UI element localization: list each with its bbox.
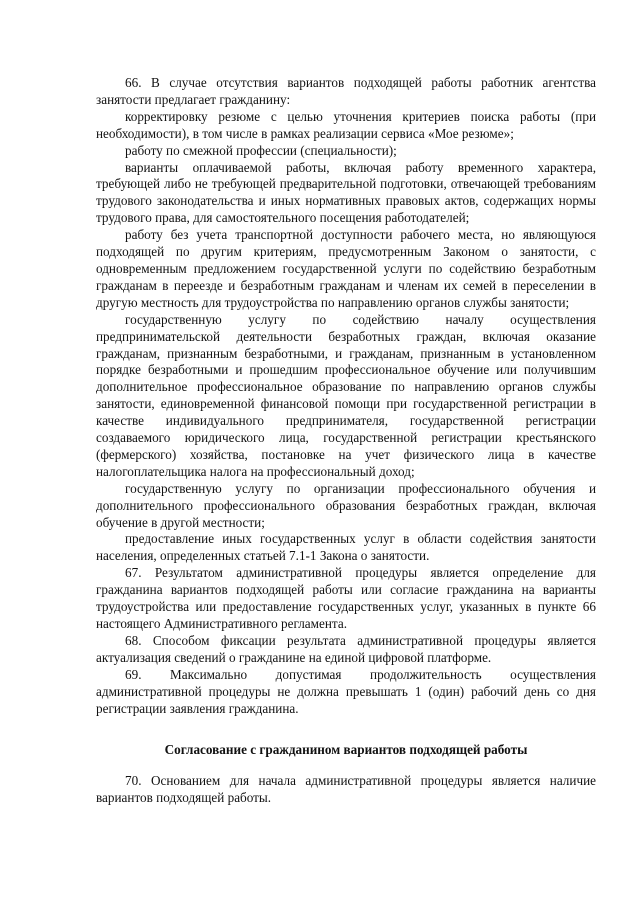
list-item-related-profession: работу по смежной профессии (специальности); [125,142,397,158]
list-item-other-services: предоставление иных государственных услуг в области содействия занятости населения, определенных статьей 7.1-1 Закона о занятости. [96,531,596,564]
list-item-resume-correction: корректировку резюме с целью уточнения критериев поиска работы (при необходимости), в том числе в рамках реализации сервиса «Мое резюме»; [96,108,596,141]
list-item-vocational-training: государственную услугу по организации профессионального обучения и дополнительного профессионального образования безработных граждан, включая обучение в другой местности; [96,480,596,530]
paragraph-70: 70. Основанием для начала административной процедуры является наличие вариантов подходящей работы. [96,773,596,806]
list-item-entrepreneurship-service: государственную услугу по содействию началу осуществления предпринимательской деятельности безработных граждан, включая оказание гражданам, признанным безработными, и гражданам, признанным в установленном порядке безработными и прошедшим профессиональное обучение или получившим дополнительное профессиональное образование по направлению органов службы занятости, единовременной финансовой помощи при государственной регистрации в качестве индивидуального предпринимателя, государственной регистрации создаваемого юридического лица, государственной регистрации крестьянского (фермерского) хозяйства, постановке на учет физического лица в качестве налогоплательщика налога на профессиональный доход; [96,311,596,479]
paragraph-68: 68. Способом фиксации результата административной процедуры является актуализация сведений о гражданине на единой цифровой платформе. [96,632,596,665]
paragraph-67: 67. Результатом административной процедуры является определение для гражданина вариантов подходящей работы или согласие гражданина на варианты трудоустройства или предоставление государственных услуг, указанных в пункте 66 настоящего Административного регламента. [96,565,596,631]
document-page [96,75,596,807]
section-heading: Согласование с гражданином вариантов подходящей работы [164,742,528,758]
list-item-paid-work-options: варианты оплачиваемой работы, включая работу временного характера, требующей либо не требующей предварительной подготовки, отвечающей требованиям трудового законодательства и иных нормативных правовых актов, содержащих нормы трудового права, для самостоятельного посещения работодателей; [96,159,596,226]
paragraph-66: 66. В случае отсутствия вариантов подходящей работы работник агентства занятости предлагает гражданину: [96,75,596,107]
paragraph-69: 69. Максимально допустимая продолжительность осуществления административной процедуры не должна превышать 1 (один) рабочий день со дня регистрации заявления гражданина. [96,666,596,716]
list-item-work-without-transport: работу без учета транспортной доступности рабочего места, но являющуюся подходящей по другим критериям, предусмотренным Законом о занятости, с одновременным предложением государственной услуги по содействию безработным гражданам в переезде и безработным гражданам и членам их семей в переселении в другую местность для трудоустройства по направлению органов службы занятости; [96,227,596,310]
